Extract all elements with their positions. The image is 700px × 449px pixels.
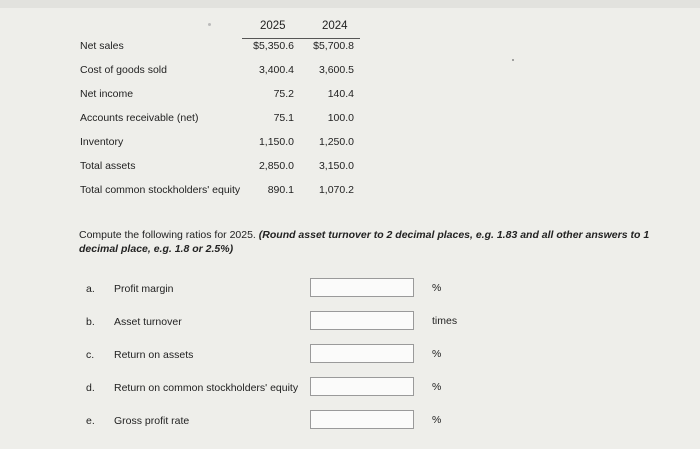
row-label: Total common stockholders' equity [80, 184, 241, 196]
value-2024: 1,070.2 [318, 184, 354, 196]
question-label: Return on common stockholders' equity [114, 382, 299, 394]
gross-profit-rate-input[interactable] [310, 410, 414, 429]
question-label: Return on assets [114, 349, 194, 361]
table-row [70, 136, 360, 154]
unit-label: % [432, 381, 442, 393]
table-row [70, 40, 360, 58]
value-2025: 1,150.0 [258, 136, 294, 148]
value-2024: 3,600.5 [318, 64, 354, 76]
value-2025: 75.2 [273, 88, 294, 100]
value-2025: 890.1 [267, 184, 294, 196]
top-band [0, 0, 700, 8]
value-2024: 140.4 [327, 88, 354, 100]
question-label: Gross profit rate [114, 415, 190, 427]
unit-label: times [432, 315, 458, 327]
column-header-2024: 2024 [322, 20, 348, 32]
row-label: Net income [80, 88, 134, 100]
unit-label: % [432, 348, 442, 360]
row-label: Net sales [80, 40, 124, 52]
value-2024: 1,250.0 [318, 136, 354, 148]
question-row [80, 278, 600, 300]
question-row [80, 377, 600, 399]
value-2024: 100.0 [327, 112, 354, 124]
row-label: Inventory [80, 136, 124, 148]
value-2025: 2,850.0 [258, 160, 294, 172]
question-label: Profit margin [114, 283, 174, 295]
table-row [70, 184, 360, 202]
row-label: Total assets [80, 160, 136, 172]
question-label: Asset turnover [114, 316, 182, 328]
row-label: Cost of goods sold [80, 64, 167, 76]
instructions-lead: Compute the following ratios for 2025. [79, 229, 256, 241]
return-on-equity-input[interactable] [310, 377, 414, 396]
decorative-dot [512, 59, 514, 61]
unit-label: % [432, 282, 442, 294]
instructions [79, 228, 679, 256]
decorative-dot [208, 23, 211, 26]
column-header-2025: 2025 [260, 20, 286, 32]
profit-margin-input[interactable] [310, 278, 414, 297]
return-on-assets-input[interactable] [310, 344, 414, 363]
header-underline [242, 38, 360, 39]
value-2024: $5,700.8 [313, 40, 354, 52]
table-row [70, 64, 360, 82]
question-letter: c. [86, 349, 95, 361]
table-row [70, 160, 360, 178]
question-row [80, 344, 600, 366]
row-label: Accounts receivable (net) [80, 112, 199, 124]
table-row [70, 88, 360, 106]
question-row [80, 410, 600, 432]
question-letter: a. [86, 283, 95, 295]
value-2025: $5,350.6 [253, 40, 294, 52]
value-2024: 3,150.0 [318, 160, 354, 172]
rounding-note: (Round asset turnover to 2 decimal places, e.g. 1.83 and all other answers to 1 decimal place, e.g. 1.8 or 2.5%) [79, 229, 650, 255]
question-letter: d. [86, 382, 95, 394]
value-2025: 75.1 [273, 112, 294, 124]
unit-label: % [432, 414, 442, 426]
question-letter: e. [86, 415, 95, 427]
value-2025: 3,400.4 [258, 64, 294, 76]
question-row [80, 311, 600, 333]
asset-turnover-input[interactable] [310, 311, 414, 330]
table-row [70, 112, 360, 130]
question-letter: b. [86, 316, 95, 328]
